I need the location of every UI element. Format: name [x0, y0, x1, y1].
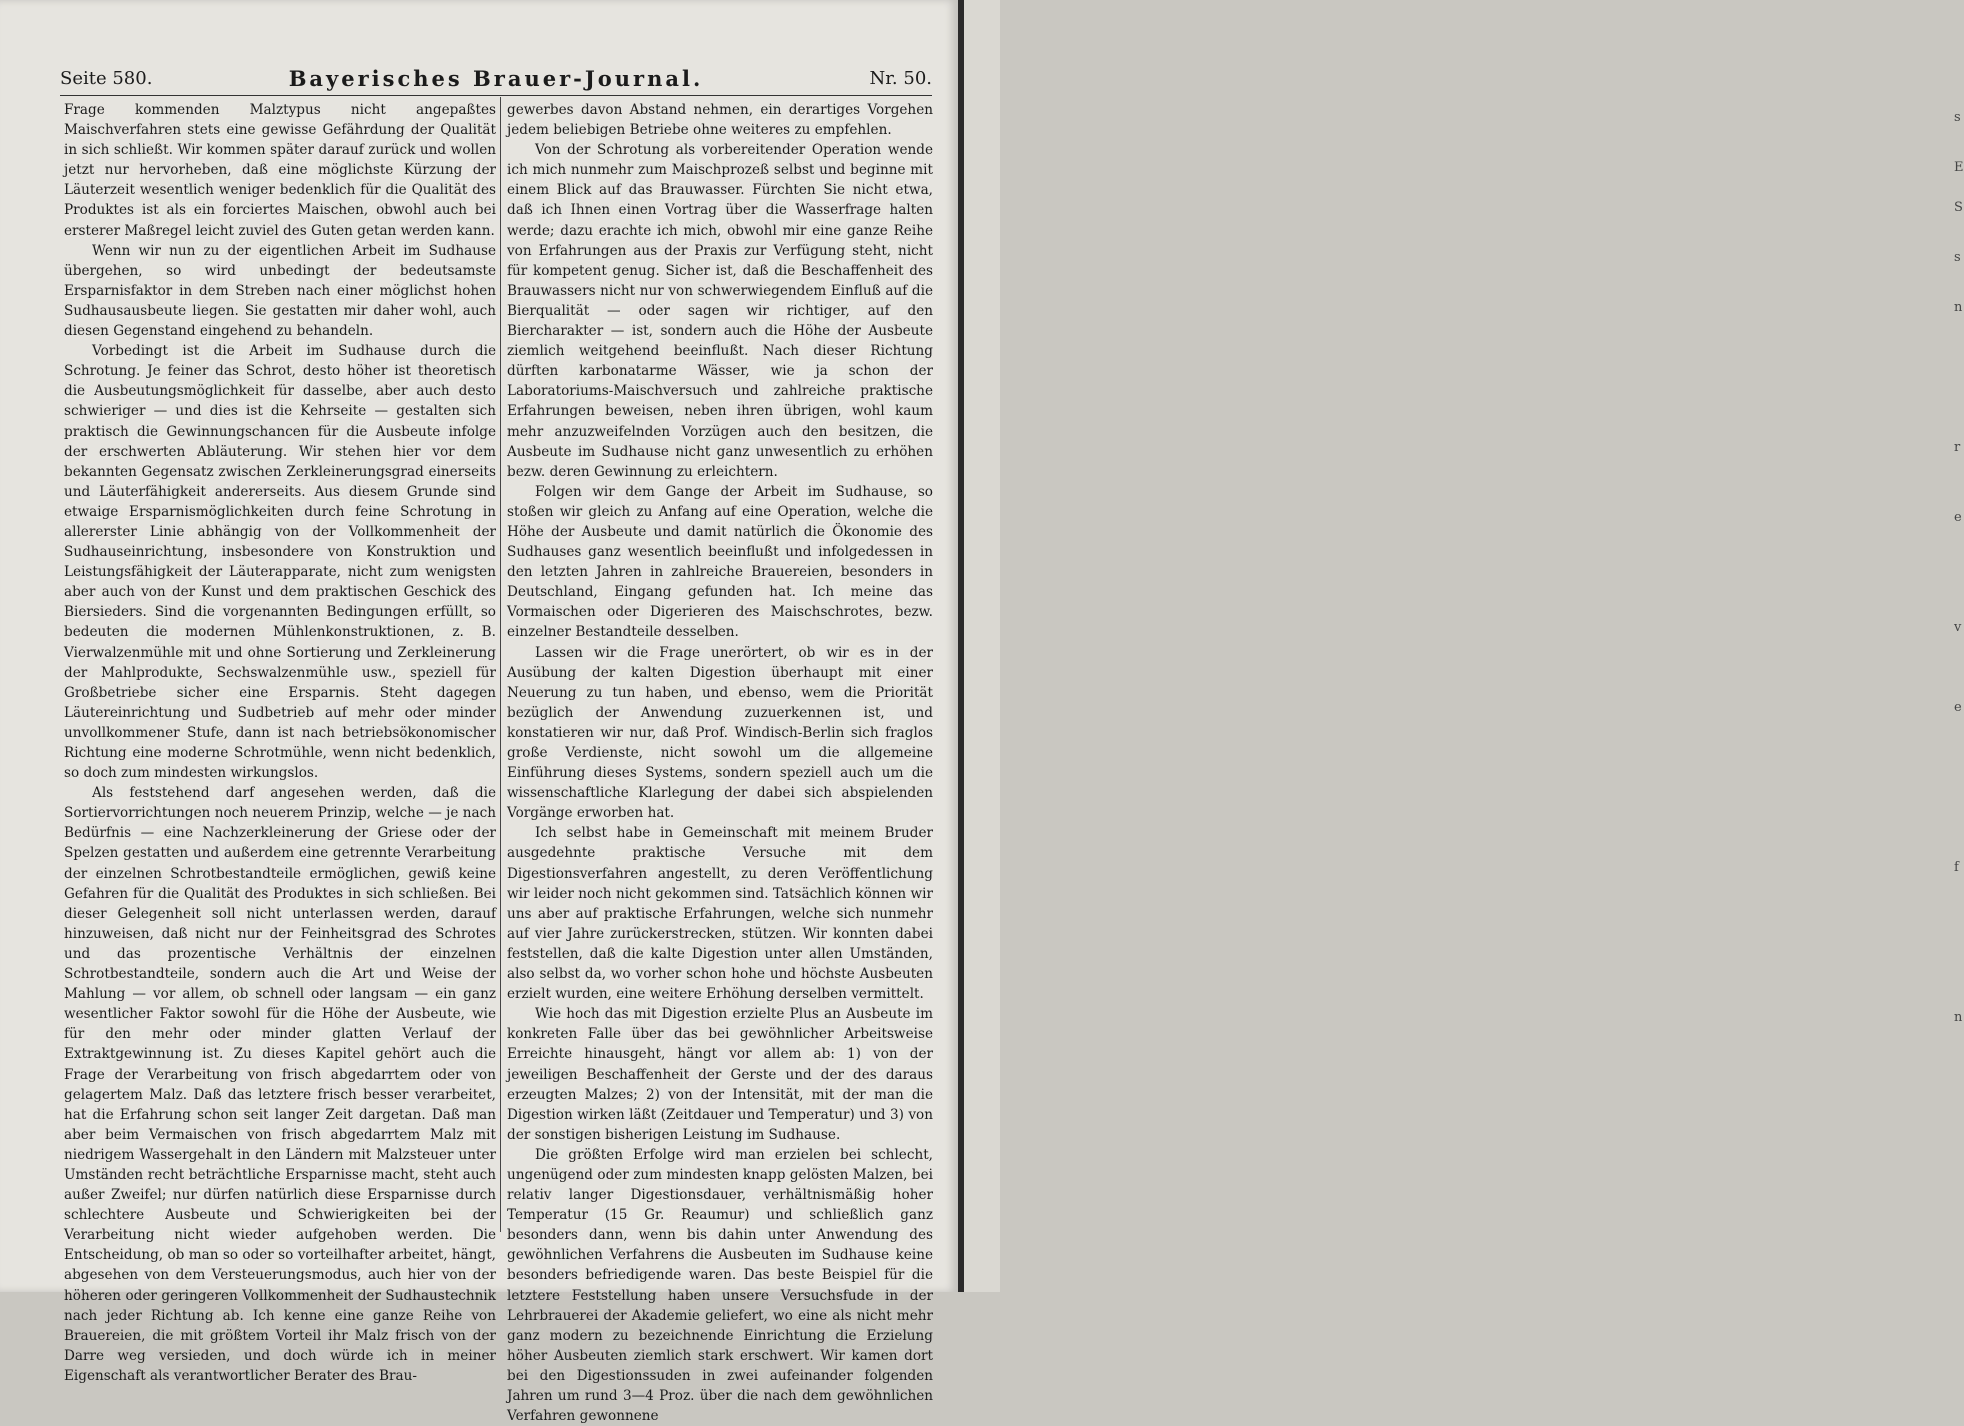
edge-glyph: f — [1954, 860, 1959, 875]
left-column — [64, 100, 496, 1386]
paragraph: Ich selbst habe in Gemeinschaft mit meinem Bruder ausgedehnte praktische Versuche mit dem Digestionsverfahren angestellt, zu deren Veröffentlichung wir leider noch nicht gekommen sind. Tatsächlich können wir uns aber auf praktische Erfahrungen, welche sich nunmehr auf vier Jahre zurückerstrecken, stützen. Wir konnten dabei feststellen, daß die kalte Digestion unter allen Umständen, also selbst da, wo vorher schon hohe und höchste Ausbeuten erzielt wurden, eine weitere Erhöhung derselben vermittelt. — [507, 825, 933, 1003]
edge-glyph: s — [1954, 250, 1961, 265]
paragraph: Die größten Erfolge wird man erzielen bei schlecht, ungenügend oder zum mindesten knapp gelösten Malzen, bei relativ langer Digestionsdauer, verhältnismäßig hoher Temperatur (15 Gr. Reaumur) und schließlich ganz besonders dann, wenn bis dahin unter Anwendung des gewöhnlichen Verfahrens die Ausbeuten im Sudhause keine besonders befriedigende waren. Das beste Beispiel für die letztere Feststellung haben unsere Versuchsfude in der Lehrbrauerei der Akademie geliefert, wo eine als nicht mehr ganz modern zu bezeichnende Einrichtung die Erzielung höher Ausbeuten ziemlich stark erschwert. Wir kamen dort bei den Digestionssuden in zwei aufeinander folgenden Jahren um rund 3—4 Proz. über die nach dem gewöhnlichen Verfahren gewonnene — [507, 1146, 933, 1425]
edge-glyph: s — [1954, 110, 1961, 125]
paragraph: gewerbes davon Abstand nehmen, ein derartiges Vorgehen jedem beliebigen Betriebe ohne weiteres zu empfehlen. — [507, 102, 933, 139]
header-rule — [60, 95, 932, 96]
right-column — [507, 100, 933, 1426]
journal-page — [0, 0, 958, 1425]
page-number: Seite 580. — [60, 68, 153, 89]
paragraph: Lassen wir die Frage unerörtert, ob wir es in der Ausübung der kalten Digestion überhaupt mit einer Neuerung zu tun haben, und ebenso, wem die Priorität bezüglich der Anwendung zuzuerkennen ist, und konstatieren wir nur, daß Prof. Windisch-Berlin sich fraglos große Verdienste, nicht sowohl um die allgemeine Einführung dieses Systems, sondern speziell auch um die wissenschaftliche Klarlegung der dabei sich abspielenden Vorgänge erworben hat. — [507, 644, 933, 822]
edge-glyph: n — [1954, 300, 1963, 315]
edge-glyph: n — [1954, 1010, 1963, 1025]
page-header — [60, 66, 932, 92]
issue-number: Nr. 50. — [869, 68, 932, 89]
paragraph: Wie hoch das mit Digestion erzielte Plus an Ausbeute im konkreten Falle über das bei gewöhnlicher Arbeitsweise Erreichte hinausgeht, hängt vor allem ab: 1) von der jeweiligen Beschaffenheit der Gerste und der des daraus erzeugten Malzes; 2) von der Intensität, mit der man die Digestion wirken läßt (Zeitdauer und Temperatur) und 3) von der sonstigen bisherigen Leistung im Sudhause. — [507, 1006, 933, 1143]
edge-glyph: e — [1954, 700, 1962, 715]
paragraph: Von der Schrotung als vorbereitender Operation wende ich mich nunmehr zum Maischprozeß selbst und beginne mit einem Blick auf das Brauwasser. Fürchten Sie nicht etwa, daß ich Ihnen einen Vortrag über die Wasserfrage halten werde; dazu erachte ich mich, obwohl mir eine ganze Reihe von Erfahrungen aus der Praxis zur Verfügung steht, nicht für kompetent genug. Sicher ist, daß die Beschaffenheit des Brauwassers nicht nur von schwerwiegendem Einfluß auf die Bierqualität — oder sagen wir richtiger, auf den Biercharakter — ist, sondern auch die Höhe der Ausbeute ziemlich weitgehend beeinflußt. Nach dieser Richtung dürften karbonatarme Wässer, wie ja schon der Laboratoriums-Maischversuch und zahlreiche praktische Erfahrungen beweisen, neben ihren übrigen, wohl kaum mehr anzuzweifelnden Vorzügen auch den besitzen, die Ausbeute im Sudhause nicht ganz unwesentlich zu erhöhen bezw. deren Gewinnung zu erleichtern. — [507, 142, 933, 480]
edge-glyph: E — [1954, 160, 1964, 175]
adjacent-page-edge — [964, 0, 1964, 1292]
edge-glyph: r — [1954, 440, 1961, 455]
paragraph: Wenn wir nun zu der eigentlichen Arbeit im Sudhause übergehen, so wird unbedingt der bedeutsamste Ersparnisfaktor in dem Streben nach einer möglichst hohen Sudhausausbeute liegen. Sie gestatten mir daher wohl, auch diesen Gegenstand eingehend zu behandeln. — [64, 242, 496, 340]
paragraph: Als feststehend darf angesehen werden, daß die Sortiervorrichtungen noch neuerem Prinzip, welche — je nach Bedürfnis — eine Nachzerkleinerung der Griese oder der Spelzen gestatten und außerdem eine getrennte Verarbeitung der einzelnen Schrotbestandteile ermöglichen, gewiß keine Gefahren für die Qualität des Produktes in sich schließen. Bei dieser Gelegenheit soll nicht unterlassen werden, darauf hinzuweisen, daß nicht nur der Feinheitsgrad des Schrotes und das prozentische Verhältnis der einzelnen Schrotbestandteile, sondern auch die Art und Weise der Mahlung — vor allem, ob schnell oder langsam — ein ganz wesentlicher Faktor sowohl für die Höhe der Ausbeute, wie für den mehr oder minder glatten Verlauf der Extraktgewinnung ist. Zu dieses Kapitel gehört auch die Frage der Verarbeitung von frisch abgedarrtem oder von gelagertem Malz. Daß das letztere frisch besser verarbeitet, hat die Erfahrung schon seit langer Zeit dargetan. Daß man aber beim Vermaischen von frisch abgedarrtem Malz mit niedrigem Wassergehalt in den Ländern mit Malzsteuer unter Umständen recht beträchtliche Ersparnisse macht, steht auch außer Zweifel; nur dürfen natürlich diese Ersparnisse durch schlechtere Ausbeute und Schwierigkeiten bei der Verarbeitung nicht wieder aufgehoben werden. Die Entscheidung, ob man so oder so vorteilhafter arbeitet, hängt, abgesehen von dem Versteuerungsmodus, auch hier von der höheren oder geringeren Vollkommenheit der Sudhaustechnik nach jeder Richtung ab. Ich kenne eine ganze Reihe von Brauereien, die mit größtem Vorteil ihr Malz frisch von der Darre weg versieden, und doch würde ich in meiner Eigenschaft als verantwortlicher Berater des Brau- — [64, 785, 496, 1384]
edge-glyph: v — [1954, 620, 1962, 635]
paragraph: Vorbedingt ist die Arbeit im Sudhause durch die Schrotung. Je feiner das Schrot, desto höher ist theoretisch die Ausbeutungsmöglichkeit für dasselbe, aber auch desto schwieriger — und dies ist die Kehrseite — gestalten sich praktisch die Gewinnungschancen für die Ausbeute infolge der erschwerten Abläuterung. Wir stehen hier vor dem bekannten Gegensatz zwischen Zerkleinerungsgrad einerseits und Läuterfähigkeit andererseits. Aus diesem Grunde sind etwaige Ersparnismöglichkeiten durch feine Schrotung in allererster Linie abhängig von der Vollkommenheit der Sudhauseinrichtung, insbesondere von Konstruktion und Leistungsfähigkeit der Läuterapparate, nicht zum wenigsten aber auch von der Kunst und dem praktischen Geschick des Biersieders. Sind die vorgenannten Bedingungen erfüllt, so bedeuten die modernen Mühlenkonstruktionen, z. B. Vierwalzenmühle mit und ohne Sortierung und Zerkleinerung der Mahlprodukte, Sechswalzenmühle usw., speziell für Großbetriebe sicher eine Ersparnis. Steht dagegen Läutereinrichtung und Sudbetrieb auf mehr oder minder unvollkommener Stufe, dann ist nach betriebsökonomischer Richtung eine moderne Schrotmühle, wenn nicht bedenklich, so doch zum mindesten wirkungslos. — [64, 343, 496, 782]
edge-glyph: e — [1954, 510, 1962, 525]
edge-glyph: S — [1954, 200, 1963, 215]
paragraph: Frage kommenden Malztypus nicht angepaßtes Maischverfahren stets eine gewisse Gefährdung der Qualität in sich schließt. Wir kommen später darauf zurück und wollen jetzt nur hervorheben, daß eine möglichste Kürzung der Läuterzeit wesentlich weniger bedenklich für die Qualität des Produktes ist als ein forciertes Maischen, obwohl auch bei ersterer Maßregel leicht zuviel des Guten getan werden kann. — [64, 102, 496, 239]
journal-title: Bayerisches Brauer-Journal. — [288, 66, 704, 91]
column-divider — [500, 97, 501, 1232]
paragraph: Folgen wir dem Gange der Arbeit im Sudhause, so stoßen wir gleich zu Anfang auf eine Operation, welche die Höhe der Ausbeute und damit natürlich die Ökonomie des Sudhauses ganz wesentlich beeinflußt und infolgedessen in den letzten Jahren in zahlreiche Brauereien, besonders in Deutschland, Eingang gefunden hat. Ich meine das Vormaischen oder Digerieren des Maischschrotes, bezw. einzelner Bestandteile desselben. — [507, 483, 933, 641]
